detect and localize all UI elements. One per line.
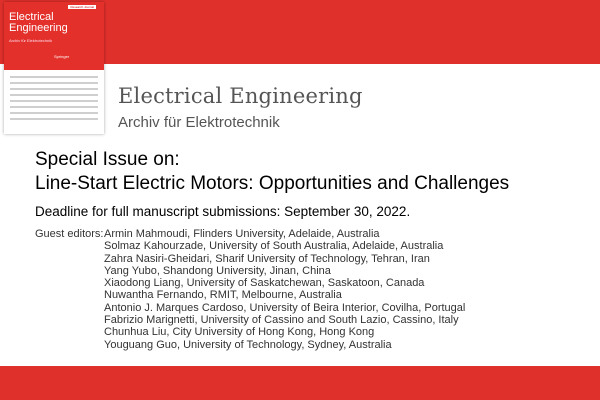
cover-text-line <box>10 106 98 108</box>
journal-cover-image <box>4 2 104 134</box>
bottom-red-band <box>0 366 600 400</box>
guest-editor: Solmaz Kahourzade, University of South Australia, Adelaide, Australia <box>104 240 444 253</box>
guest-editor: Nuwantha Fernando, RMIT, Melbourne, Australia <box>104 289 342 302</box>
cover-text-line <box>10 100 98 102</box>
guest-editor: Xiaodong Liang, University of Saskatchewan, Saskatoon, Canada <box>104 277 425 290</box>
cover-text-line <box>10 118 98 120</box>
cover-title-line1: Electrical <box>9 11 54 23</box>
guest-editor: Fabrizio Marignetti, University of Cassino and South Lazio, Cassino, Italy <box>104 314 459 327</box>
guest-editor: Antonio J. Marques Cardoso, University of Beira Interior, Covilha, Portugal <box>104 301 466 314</box>
cover-publisher-logo: Springer <box>54 54 70 59</box>
cover-text-line <box>10 76 98 78</box>
guest-editor: Youguang Guo, University of Technology, Sydney, Australia <box>104 338 392 351</box>
journal-subtitle: Archiv für Elektrotechnik <box>118 114 280 131</box>
cover-text-line <box>10 82 98 84</box>
cover-tag: Research Journal <box>70 5 94 9</box>
cover-title <box>9 12 68 34</box>
special-issue-heading-block <box>35 148 509 196</box>
guest-editor: Zahra Nasiri-Gheidari, Sharif University of Technology, Tehran, Iran <box>104 252 430 265</box>
cover-text-line <box>10 94 98 96</box>
guest-editors-label: Guest editors: <box>35 228 104 240</box>
special-issue-title: Line-Start Electric Motors: Opportunities and Challenges <box>35 173 510 194</box>
special-issue-heading: Special Issue on: <box>35 149 180 170</box>
guest-editor: Yang Yubo, Shandong University, Jinan, China <box>104 264 331 277</box>
cover-title-line2: Engineering <box>9 22 68 34</box>
cover-subtitle: Archiv für Elektrotechnik <box>9 38 53 43</box>
guest-editor: Armin Mahmoudi, Flinders University, Adelaide, Australia <box>104 228 380 240</box>
submission-deadline: Deadline for full manuscript submissions: September 30, 2022. <box>35 204 411 219</box>
cover-text-line <box>10 112 98 114</box>
guest-editors-list <box>104 228 465 351</box>
journal-title: Electrical Engineering <box>118 84 363 108</box>
guest-editor: Chunhua Liu, City University of Hong Kong, Hong Kong <box>104 326 375 339</box>
cover-red-block <box>4 2 104 70</box>
cover-text-line <box>10 88 98 90</box>
